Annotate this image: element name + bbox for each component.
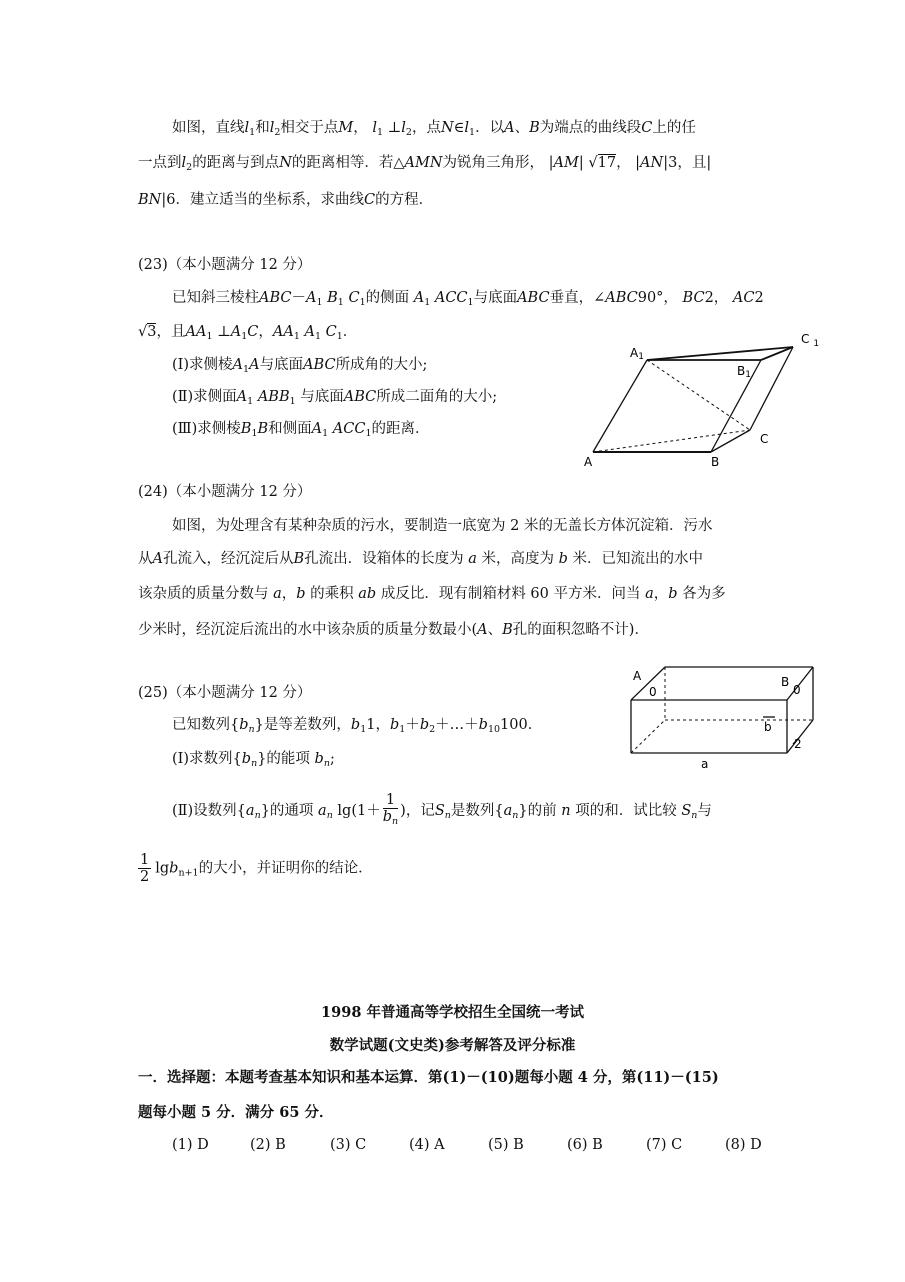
choice-item: (5) B	[488, 1137, 524, 1153]
label-b: B	[711, 455, 720, 469]
q25-header: (25)（本小题满分 12 分）	[138, 685, 312, 701]
label-a: A	[584, 455, 593, 469]
box-label-a-hole: A	[633, 669, 642, 683]
fraction-1-over-bn: $\frac{1}{b_n}$	[382, 792, 399, 827]
q24-line-4: 少米时，经沉淀后流出的水中该杂质的质量分数最小(A、B孔的面积忽略不计)．	[138, 622, 649, 638]
choice-item: (2) B	[250, 1137, 286, 1153]
q22-line-2: 一点到$l_2$的距离与到点N的距离相等．若△AMN为锐角三角形， |AM| √17， |AN|3，且|	[138, 155, 712, 173]
q24-line-1: 如图，为处理含有某种杂质的污水，要制造一底宽为 2 米的无盖长方体沉淀箱．污水	[172, 518, 713, 534]
answers-title-1: 1998 年普通高等学校招生全国统一考试	[321, 1004, 584, 1021]
choice-item: (8) D	[725, 1137, 762, 1153]
q25-part-2: (Ⅱ)设数列$\{a_n\}$的通项 $a_n$ lg(1＋ $\frac{1}{b_n}$ )，记$S_n$是数列$\{a_n\}$的前 n 项的和．试比较 $S_n$与	[172, 792, 712, 830]
box-hidden-bottom-left	[631, 720, 665, 753]
q23-part-1: (Ⅰ)求侧棱$A_1A$与底面ABC所成角的大小;	[172, 357, 428, 375]
q24-header: (24)（本小题满分 12 分）	[138, 484, 312, 500]
q23-part-3: (Ⅲ)求侧棱$B_1B$和侧面$A_1$ $ACC_1$的距离．	[172, 421, 430, 439]
sqrt-symbol: √	[138, 324, 148, 340]
q25-line-1: 已知数列$\{b_n\}$是等差数列，$b_11$，$b_1+b_2+\dots+b_{10}100$．	[172, 717, 543, 735]
q22-line-1: 如图，直线$l_1$和$l_2$相交于点M， $l_1$ $\perp l_2$，点$N\in l_1$．以A、B为端点的曲线段C上的任	[172, 120, 696, 138]
choice-item: (6) B	[567, 1137, 603, 1153]
box-label-a: a	[701, 757, 709, 771]
answers-title-2: 数学试题(文史类)参考解答及评分标准	[329, 1037, 576, 1054]
choice-item: (3) C	[330, 1137, 367, 1153]
q23-line-1: 已知斜三棱柱$ABC-A_1$ $B_1$ $C_1$的侧面 $A_1$ $ACC_1$与底面ABC垂直，∠ABC90°， BC2， AC2	[172, 290, 764, 308]
edge-a1-c-hidden	[647, 360, 750, 430]
q24-box-figure	[625, 660, 825, 775]
q22-line-3: BN|6．建立适当的坐标系，求曲线C的方程．	[138, 192, 434, 208]
choice-item: (1) D	[172, 1137, 209, 1153]
q24-line-3: 该杂质的质量分数与 a，b 的乘积 ab 成反比．现有制箱材料 60 平方米．问当 a，b 各为多	[138, 586, 726, 602]
answers-section-1-line-2: 题每小题 5 分．满分 65 分．	[138, 1104, 334, 1121]
q25-part-1: (Ⅰ)求数列$\{b_n\}$的能项 $b_n$;	[172, 751, 335, 769]
box-label-b: b	[764, 720, 772, 734]
edge-a-c-hidden	[593, 430, 750, 452]
box-label-2: 2	[794, 737, 802, 751]
label-c1: C $_1$	[801, 332, 820, 349]
choice-item: (7) C	[646, 1137, 683, 1153]
q23-header: (23)（本小题满分 12 分）	[138, 257, 312, 273]
box-label-b-hole: B	[781, 675, 790, 689]
label-a1: A1	[630, 346, 644, 362]
box-label-o2: 0	[793, 683, 801, 697]
sqrt-symbol: √	[588, 155, 598, 171]
label-b1: B1	[737, 364, 751, 380]
q23-line-2: √3，且$AA_1$ $\perp A_1C$，$AA_1$ $A_1$ $C_1$．	[138, 324, 358, 342]
q24-line-2: 从A孔流入，经沉淀后从B孔流出．设箱体的长度为 a 米，高度为 b 米．已知流出的水中	[138, 551, 704, 567]
answers-section-1-line-1: 一．选择题：本题考查基本知识和基本运算．第(1)－(10)题每小题 4 分，第(11)－(15)	[138, 1069, 719, 1086]
label-c: C	[760, 432, 769, 446]
box-label-o1: 0	[649, 685, 657, 699]
q23-prism-figure	[575, 325, 835, 475]
edge-a-a1	[593, 360, 647, 452]
q23-part-2: (Ⅱ)求侧面$A_1$ $ABB_1$ 与底面ABC所成二面角的大小;	[172, 389, 498, 407]
choice-item: (4) A	[409, 1137, 445, 1153]
edge-a1-c1	[647, 347, 793, 360]
fraction-1-over-2: $\frac{1}{2}$	[140, 852, 150, 885]
q25-line-3: $\frac{1}{2}$ lgb$_{n+1}$的大小，并证明你的结论．	[140, 852, 373, 885]
